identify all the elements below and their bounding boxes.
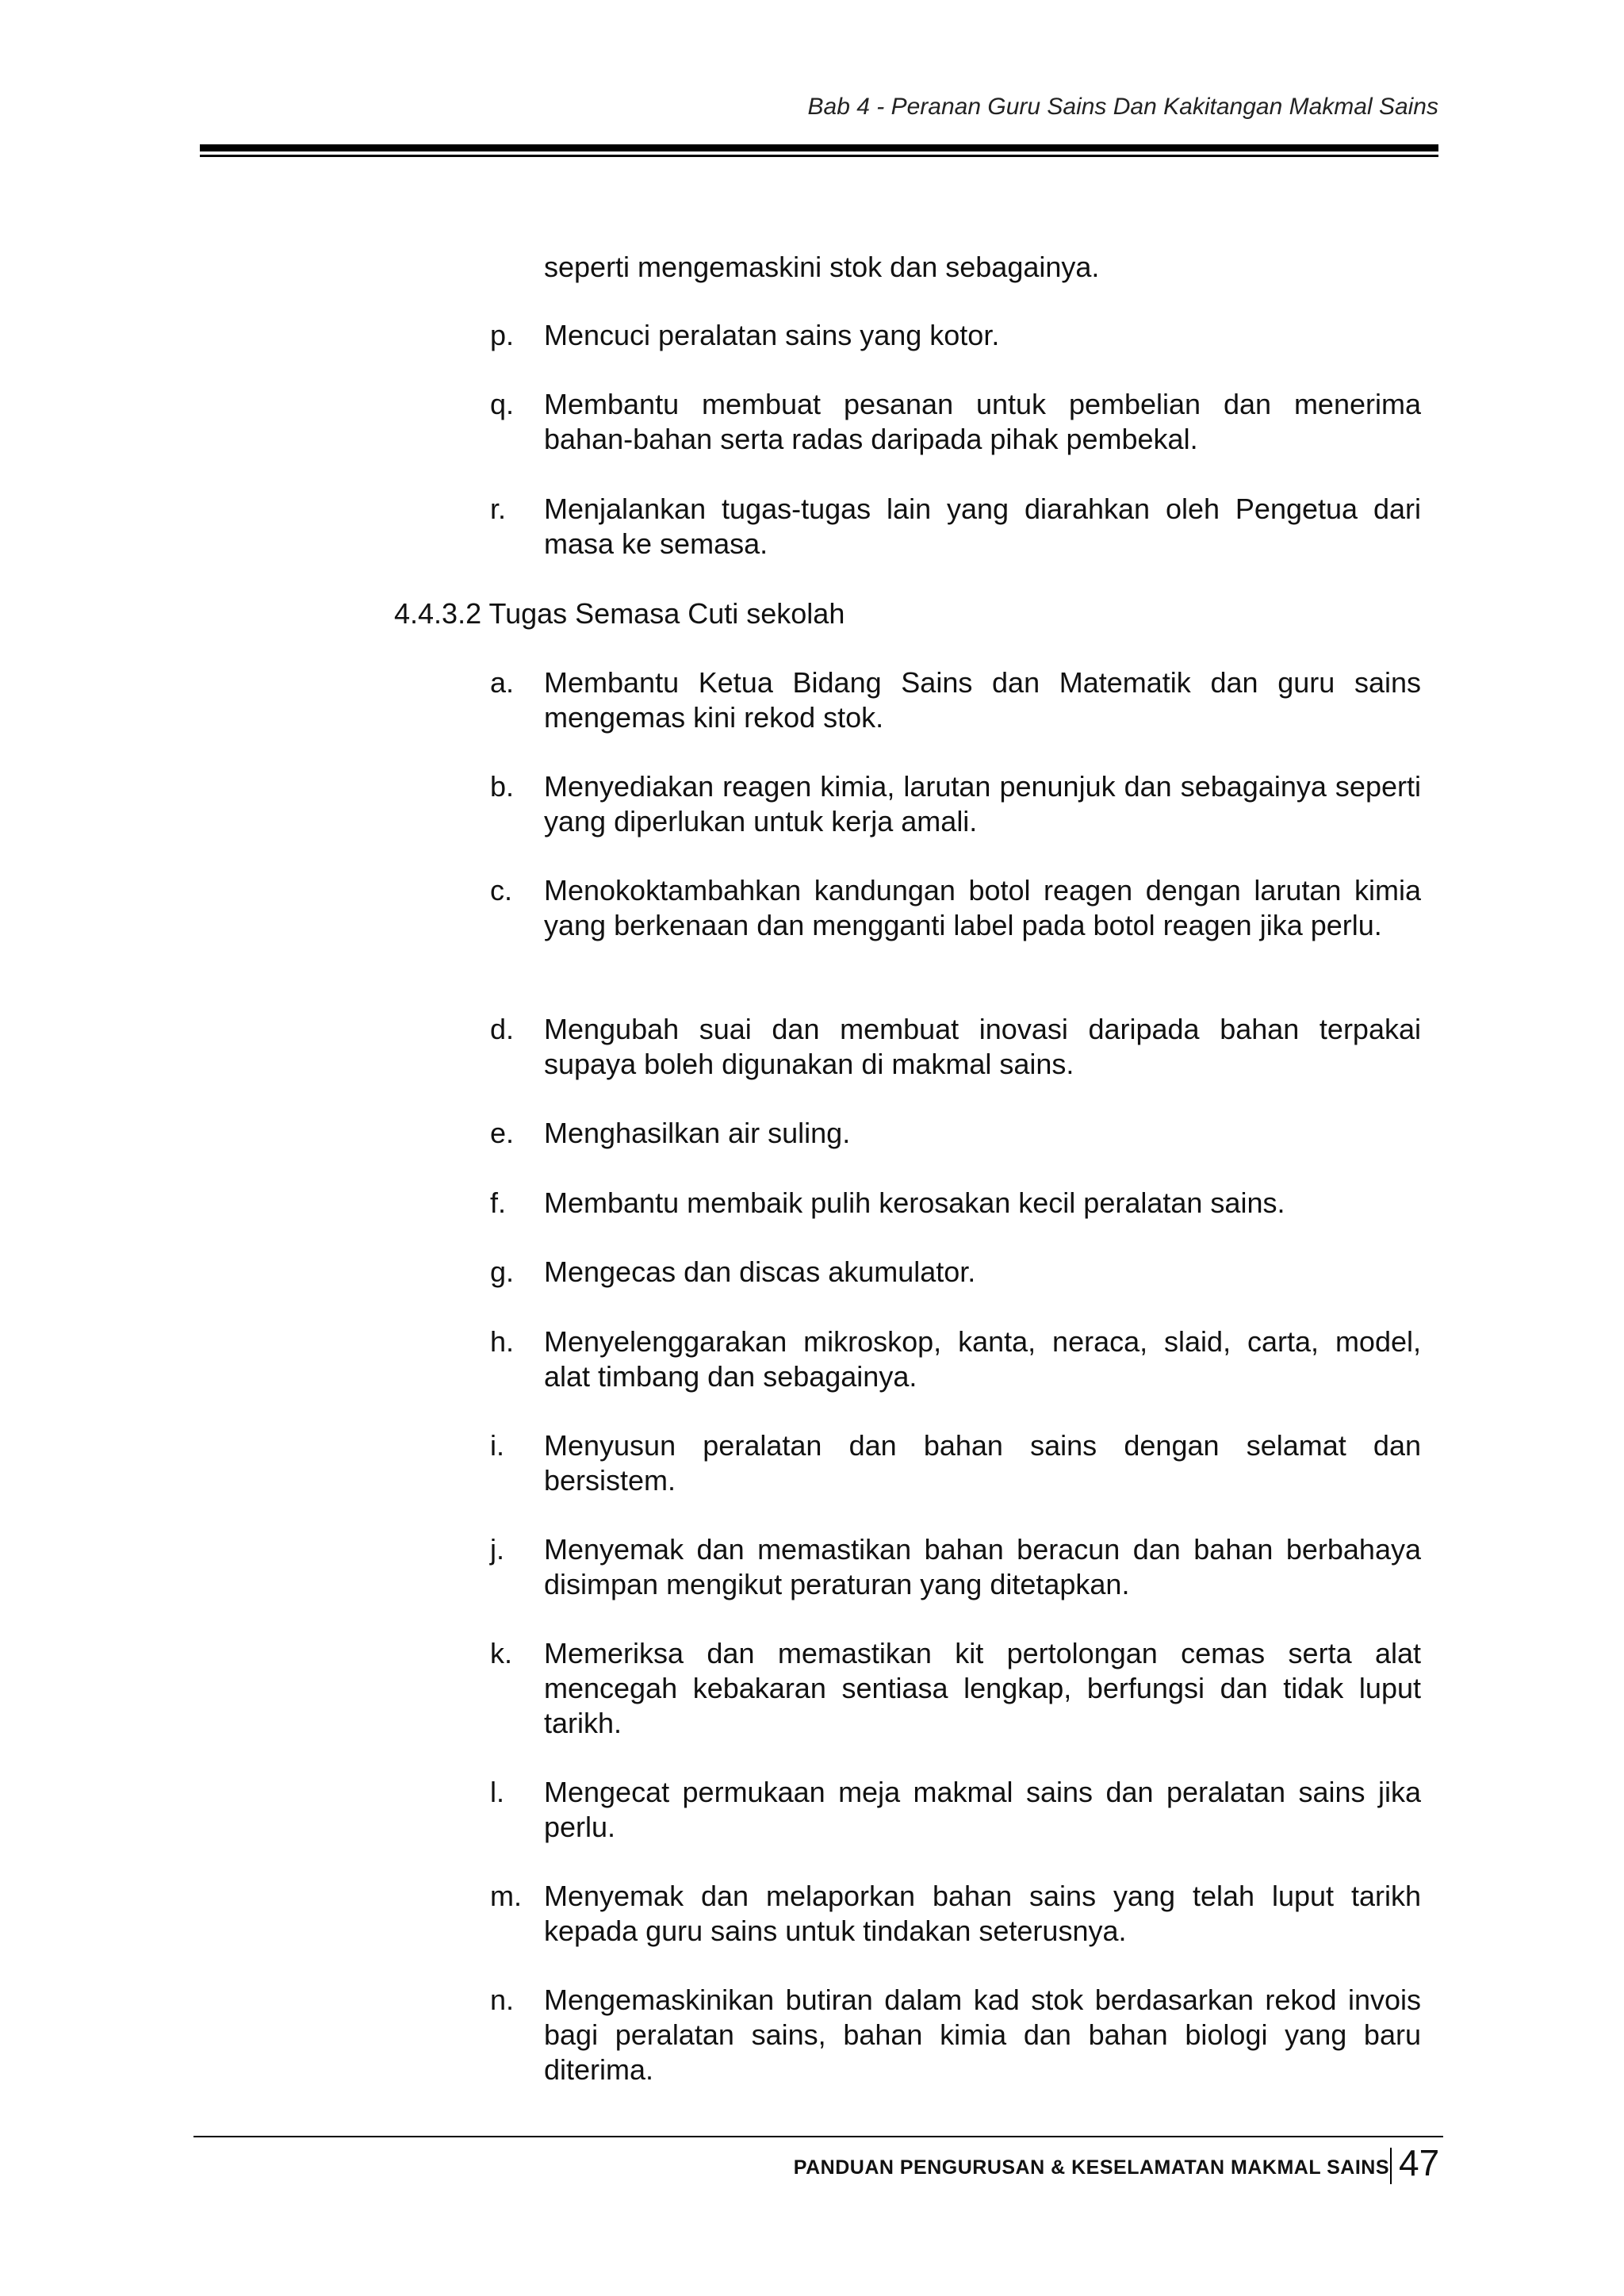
header-chapter-title: Bab 4 - Peranan Guru Sains Dan Kakitangan Makmal Sains: [807, 94, 1438, 120]
list-item: [490, 769, 1421, 839]
list-item: [490, 1636, 1421, 1741]
list-item: [490, 387, 1421, 457]
list-text: Menjalankan tugas-tugas lain yang diarahkan oleh Pengetua dari masa ke semasa.: [544, 493, 1421, 560]
list-item: [490, 1186, 1421, 1221]
list-item: [490, 492, 1421, 562]
list-text: Membantu Ketua Bidang Sains dan Matematik dan guru sains mengemas kini rekod stok.: [544, 666, 1421, 734]
list-marker: j.: [490, 1533, 504, 1566]
list-item: [490, 1775, 1421, 1845]
list-item: [490, 1324, 1421, 1394]
list-text: Mencuci peralatan sains yang kotor.: [544, 319, 1000, 351]
list-marker: f.: [490, 1186, 507, 1219]
list-marker: r.: [490, 493, 507, 525]
list-marker: d.: [490, 1013, 515, 1045]
list-item: [490, 1983, 1421, 2087]
list-text: Mengecat permukaan meja makmal sains dan peralatan sains jika perlu.: [544, 1776, 1421, 1843]
list-marker: c.: [490, 874, 513, 907]
list-marker: b.: [490, 770, 515, 803]
list-text: Menyusun peralatan dan bahan sains dengan selamat dan bersistem.: [544, 1429, 1421, 1497]
list-text: Mengecas dan discas akumulator.: [544, 1255, 976, 1288]
list-marker: p.: [490, 319, 515, 351]
footer-separator: [1390, 2148, 1392, 2184]
footer-book-title: PANDUAN PENGURUSAN & KESELAMATAN MAKMAL SAINS: [793, 2156, 1389, 2179]
list-text: Menyemak dan memastikan bahan beracun dan bahan berbahaya disimpan mengikut peraturan yang ditetapkan.: [544, 1533, 1421, 1600]
list-marker: e.: [490, 1117, 515, 1149]
list-marker: i.: [490, 1429, 504, 1462]
list-item: [490, 1012, 1421, 1082]
list-item: [490, 1116, 1421, 1151]
list-marker: k.: [490, 1637, 513, 1669]
section-heading: 4.4.3.2 Tugas Semasa Cuti sekolah: [394, 597, 845, 630]
list-item: [490, 1255, 1421, 1290]
list-item: [490, 665, 1421, 735]
list-text: Mengemaskinikan butiran dalam kad stok berdasarkan rekod invois bagi peralatan sains, bahan kimia dan bahan biologi yang baru diterima.: [544, 1984, 1421, 2086]
list-marker: a.: [490, 666, 515, 699]
list-item: [490, 1532, 1421, 1602]
continuation-text: seperti mengemaskini stok dan sebagainya.: [544, 251, 1100, 283]
list-marker: h.: [490, 1325, 515, 1358]
list-item: [490, 873, 1421, 943]
list-marker: n.: [490, 1984, 515, 2016]
list-text: Membantu membuat pesanan untuk pembelian dan menerima bahan-bahan serta radas daripada pihak pembekal.: [544, 388, 1421, 455]
header-rule-thick: [200, 144, 1438, 151]
list-marker: g.: [490, 1255, 515, 1288]
list-text: Memeriksa dan memastikan kit pertolongan cemas serta alat mencegah kebakaran sentiasa lengkap, berfungsi dan tidak luput tarikh.: [544, 1637, 1421, 1739]
page-number: 47: [1399, 2142, 1440, 2183]
list-text: Menokoktambahkan kandungan botol reagen dengan larutan kimia yang berkenaan dan mengganti label pada botol reagen jika perlu.: [544, 874, 1421, 941]
header-rule-thin: [200, 155, 1438, 157]
list-item: [490, 1879, 1421, 1949]
list-item: [490, 318, 1421, 353]
footer-rule: [193, 2136, 1443, 2137]
list-text: Mengubah suai dan membuat inovasi daripada bahan terpakai supaya boleh digunakan di makmal sains.: [544, 1013, 1421, 1080]
list-marker: m.: [490, 1880, 522, 1912]
list-text: Menyemak dan melaporkan bahan sains yang telah luput tarikh kepada guru sains untuk tindakan seterusnya.: [544, 1880, 1421, 1947]
list-text: Menyediakan reagen kimia, larutan penunjuk dan sebagainya seperti yang diperlukan untuk kerja amali.: [544, 770, 1421, 838]
list-marker: q.: [490, 388, 515, 420]
list-text: Membantu membaik pulih kerosakan kecil peralatan sains.: [544, 1186, 1285, 1219]
list-text: Menghasilkan air suling.: [544, 1117, 851, 1149]
list-item: [490, 1428, 1421, 1498]
list-text: Menyelenggarakan mikroskop, kanta, neraca, slaid, carta, model, alat timbang dan sebagainya.: [544, 1325, 1421, 1393]
list-marker: l.: [490, 1776, 504, 1808]
